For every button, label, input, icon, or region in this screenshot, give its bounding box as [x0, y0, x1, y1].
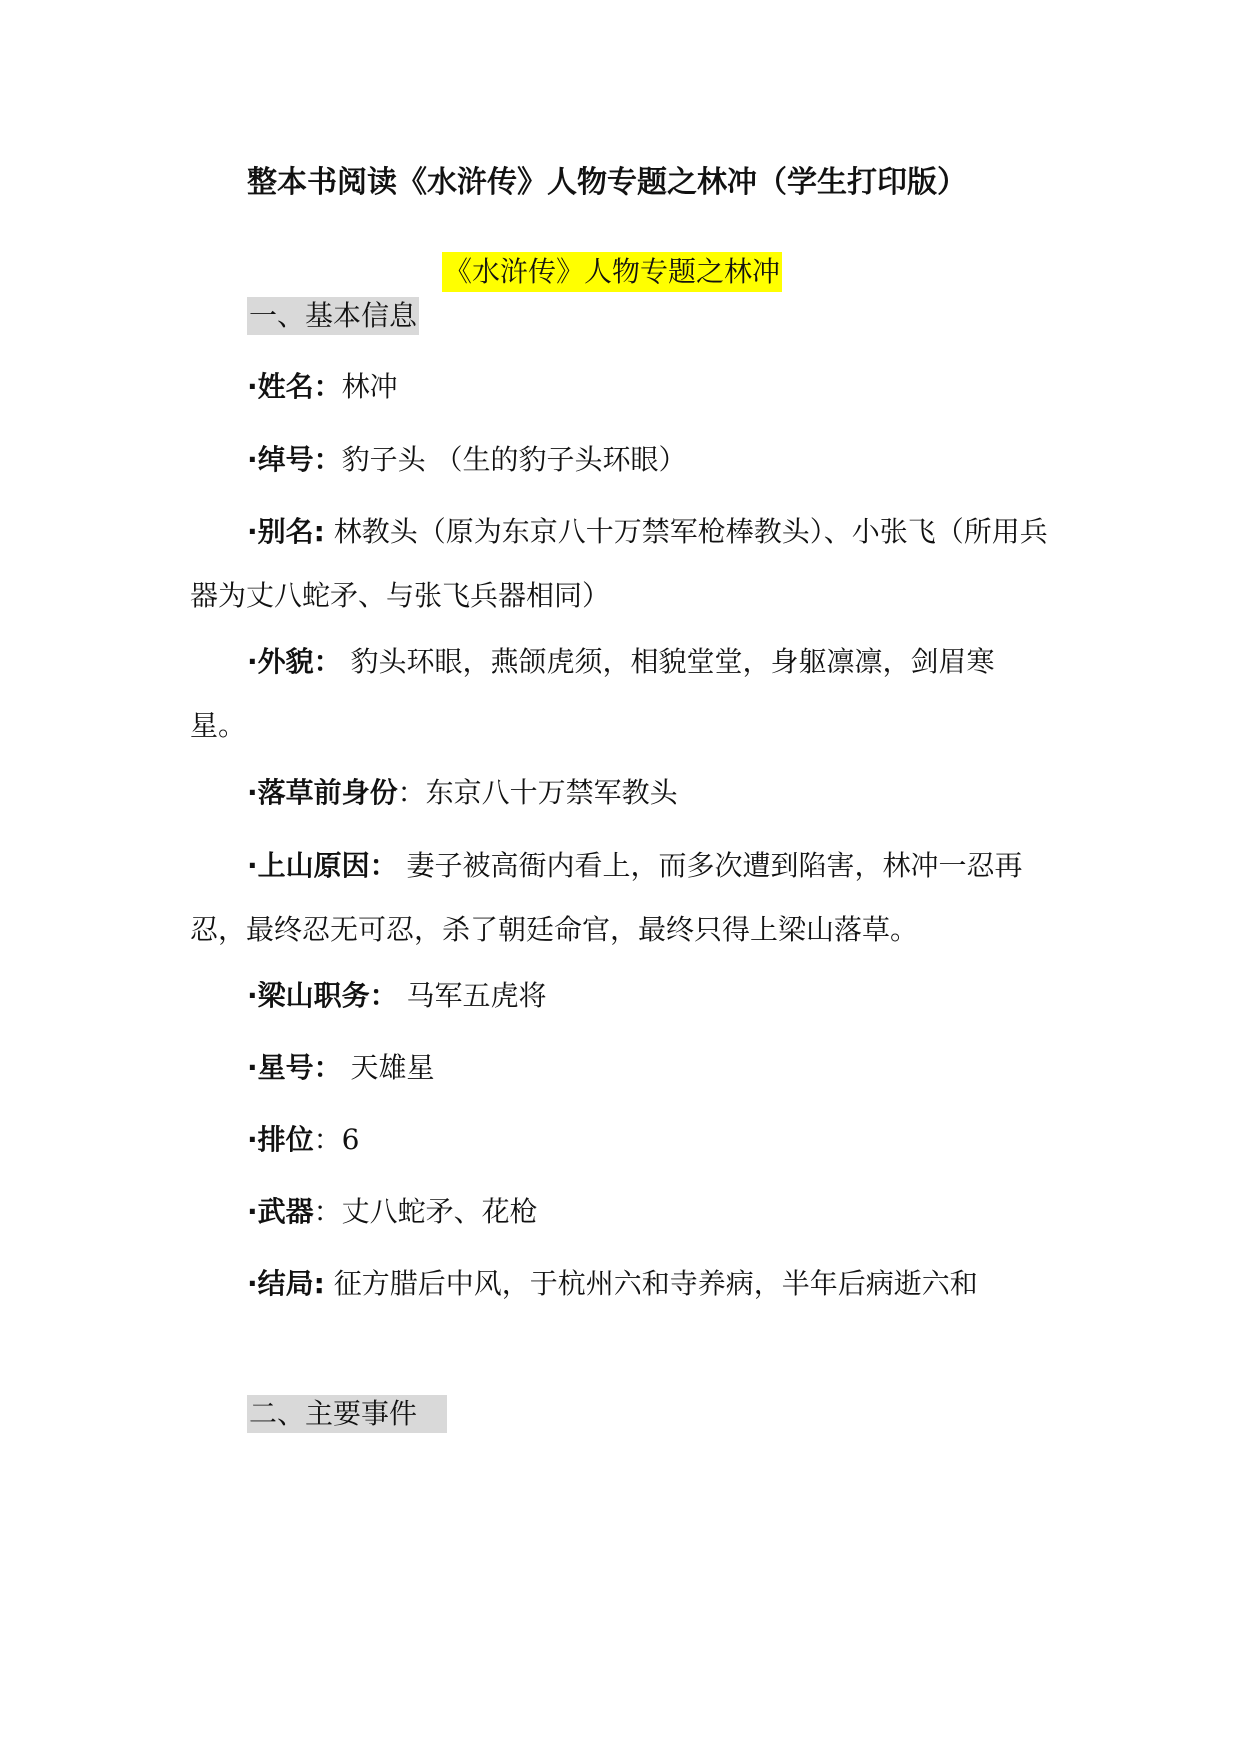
field-value: 天雄星 — [341, 1051, 435, 1084]
field-label: ·姓名： — [247, 370, 342, 403]
field-value: 征方腊后中风，于杭州六和寺养病，半年后病逝六和 — [324, 1267, 978, 1300]
field-value: ：东京八十万禁军教头 — [397, 776, 678, 809]
field-rank — [190, 1108, 1050, 1172]
field-value: 妻子被高衙内看上，而多次遭到陷害，林冲一忍再忍，最终忍无可忍，杀了朝廷命官，最终只得上梁山落草。 — [190, 849, 1023, 946]
field-nickname — [190, 428, 1050, 492]
field-star — [190, 1036, 1050, 1100]
field-label: ·结局: — [247, 1267, 325, 1300]
document-title: 整本书阅读《水浒传》人物专题之林冲（学生打印版） — [247, 165, 967, 200]
field-label: ·外貌： — [247, 645, 342, 678]
field-name — [190, 355, 1050, 419]
field-value: 林冲 — [341, 370, 398, 403]
field-appearance — [190, 630, 1050, 758]
field-alias — [190, 500, 1050, 628]
field-label: ·别名: — [247, 515, 325, 548]
field-label: ·梁山职务： — [247, 979, 398, 1012]
field-value: 林教头（原为东京八十万禁军枪棒教头）、小张飞（所用兵器为丈八蛇矛、与张飞兵器相同） — [190, 515, 1048, 612]
field-value: ：6 — [313, 1123, 360, 1156]
section-heading-main-events: 二、主要事件 — [247, 1395, 447, 1433]
field-label: ·武器 — [247, 1195, 314, 1228]
field-label: ·上山原因： — [247, 849, 398, 882]
field-label: ·星号： — [247, 1051, 342, 1084]
field-value: 马军五虎将 — [397, 979, 547, 1012]
field-value: 豹头环眼，燕颌虎须，相貌堂堂，身躯凛凛，剑眉寒星。 — [190, 645, 995, 742]
field-label: ·落草前身份 — [247, 776, 398, 809]
section-heading-basic-info: 一、基本信息 — [247, 297, 419, 335]
field-label: ·排位 — [247, 1123, 314, 1156]
field-label: ·绰号： — [247, 443, 342, 476]
field-ending — [190, 1252, 1050, 1316]
field-value: 豹子头 （生的豹子头环眼） — [341, 443, 687, 476]
field-liangshan-role — [190, 964, 1050, 1028]
field-reason — [190, 834, 1050, 962]
field-weapon — [190, 1180, 1050, 1244]
highlighted-subtitle: 《水浒传》人物专题之林冲 — [442, 252, 782, 292]
field-former-identity — [190, 761, 1050, 825]
field-value: ：丈八蛇矛、花枪 — [313, 1195, 538, 1228]
